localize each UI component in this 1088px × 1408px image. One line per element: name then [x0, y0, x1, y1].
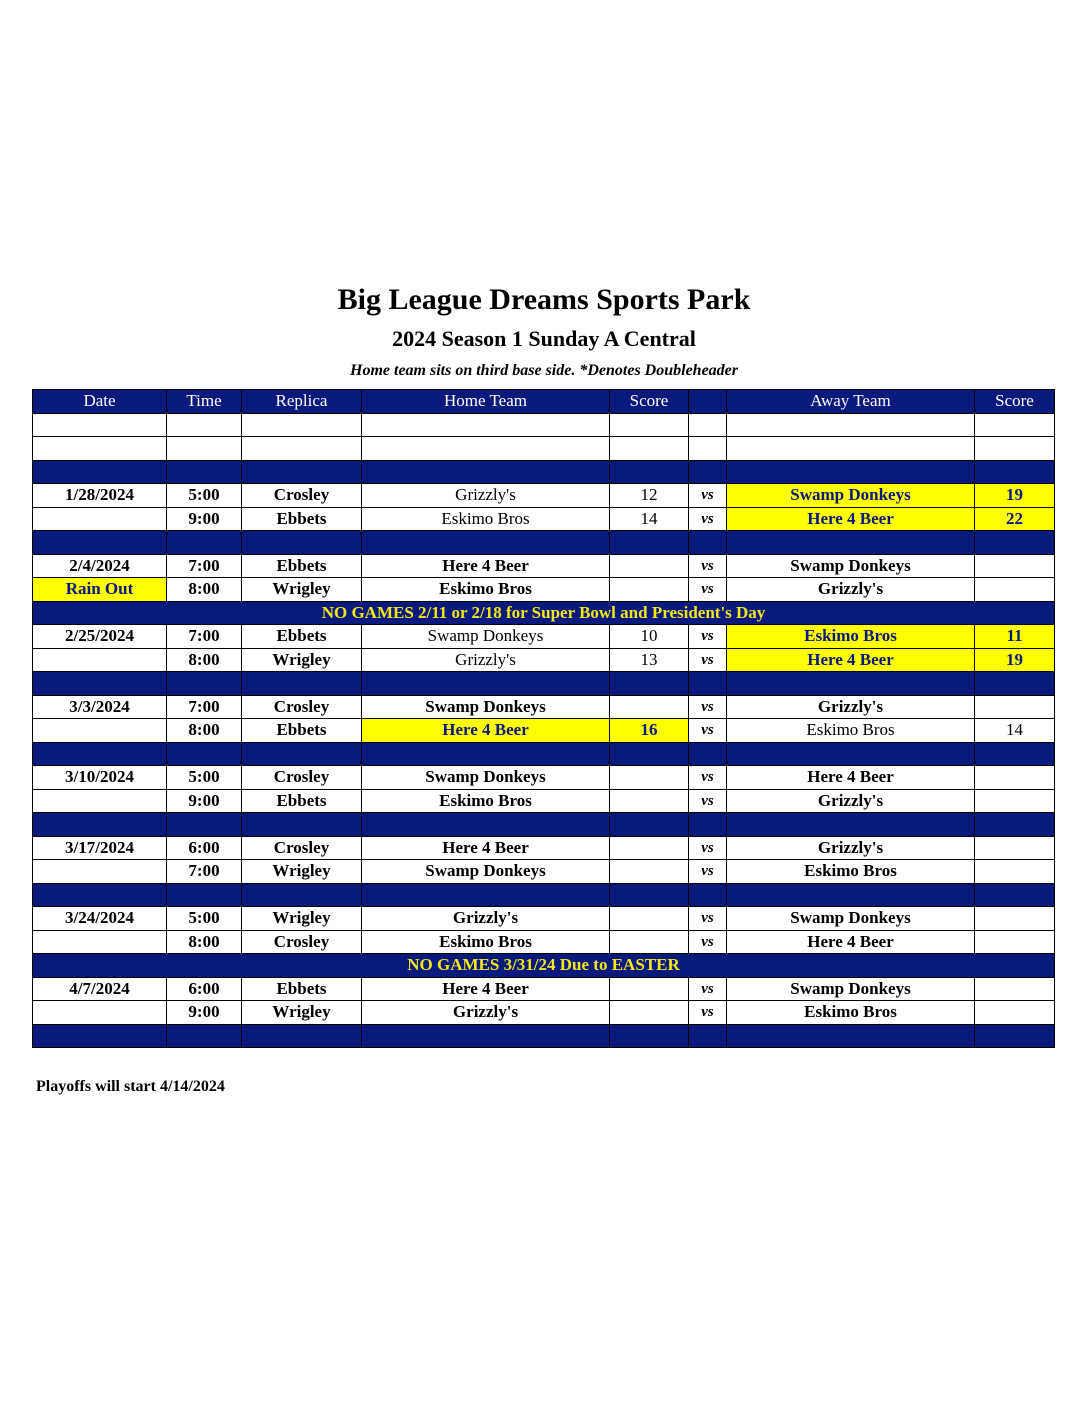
empty-cell — [242, 883, 362, 907]
date-cell — [33, 648, 167, 672]
empty-cell — [33, 413, 167, 437]
home-team-cell: Eskimo Bros — [362, 789, 610, 813]
away-score-cell — [975, 836, 1055, 860]
empty-cell — [610, 672, 689, 696]
empty-cell — [975, 1024, 1055, 1048]
separator-row — [33, 742, 1055, 766]
empty-cell — [167, 742, 242, 766]
blank-row — [33, 413, 1055, 437]
home-score-cell: 10 — [610, 625, 689, 649]
away-team-cell: Swamp Donkeys — [727, 554, 975, 578]
date-cell — [33, 930, 167, 954]
empty-cell — [689, 413, 727, 437]
vs-cell: vs — [689, 507, 727, 531]
vs-cell: vs — [689, 836, 727, 860]
home-team-cell: Swamp Donkeys — [362, 625, 610, 649]
date-cell: 3/17/2024 — [33, 836, 167, 860]
date-cell: 3/3/2024 — [33, 695, 167, 719]
time-cell: 9:00 — [167, 1001, 242, 1025]
empty-cell — [362, 437, 610, 461]
away-score-cell: 19 — [975, 648, 1055, 672]
separator-row — [33, 531, 1055, 555]
empty-cell — [362, 531, 610, 555]
empty-cell — [975, 460, 1055, 484]
vs-cell: vs — [689, 860, 727, 884]
replica-cell: Crosley — [242, 484, 362, 508]
game-row — [33, 695, 1055, 719]
notice-text: NO GAMES 3/31/24 Due to EASTER — [33, 954, 1055, 978]
time-cell: 8:00 — [167, 578, 242, 602]
empty-cell — [975, 413, 1055, 437]
home-team-cell: Grizzly's — [362, 648, 610, 672]
time-cell: 8:00 — [167, 648, 242, 672]
replica-cell: Ebbets — [242, 977, 362, 1001]
col-header-away-score: Score — [975, 390, 1055, 414]
empty-cell — [167, 460, 242, 484]
away-team-cell: Grizzly's — [727, 789, 975, 813]
time-cell: 6:00 — [167, 836, 242, 860]
date-cell — [33, 507, 167, 531]
date-cell — [33, 1001, 167, 1025]
empty-cell — [362, 742, 610, 766]
vs-cell: vs — [689, 907, 727, 931]
replica-cell: Ebbets — [242, 507, 362, 531]
col-header-vs — [689, 390, 727, 414]
empty-cell — [33, 531, 167, 555]
date-cell — [33, 719, 167, 743]
game-row — [33, 625, 1055, 649]
game-row — [33, 836, 1055, 860]
empty-cell — [242, 437, 362, 461]
date-cell — [33, 860, 167, 884]
separator-row — [33, 1024, 1055, 1048]
date-cell: 2/4/2024 — [33, 554, 167, 578]
vs-cell: vs — [689, 719, 727, 743]
away-team-cell: Swamp Donkeys — [727, 907, 975, 931]
game-row — [33, 977, 1055, 1001]
empty-cell — [167, 883, 242, 907]
home-team-cell: Here 4 Beer — [362, 554, 610, 578]
home-score-cell — [610, 977, 689, 1001]
game-row — [33, 907, 1055, 931]
time-cell: 5:00 — [167, 484, 242, 508]
empty-cell — [689, 437, 727, 461]
separator-row — [33, 813, 1055, 837]
empty-cell — [727, 813, 975, 837]
game-row — [33, 1001, 1055, 1025]
empty-cell — [727, 413, 975, 437]
home-team-cell: Swamp Donkeys — [362, 766, 610, 790]
replica-cell: Wrigley — [242, 648, 362, 672]
empty-cell — [33, 460, 167, 484]
empty-cell — [975, 883, 1055, 907]
date-cell: 3/10/2024 — [33, 766, 167, 790]
away-team-cell: Swamp Donkeys — [727, 484, 975, 508]
empty-cell — [689, 1024, 727, 1048]
vs-cell: vs — [689, 554, 727, 578]
away-score-cell — [975, 907, 1055, 931]
game-row — [33, 648, 1055, 672]
empty-cell — [362, 460, 610, 484]
away-team-cell: Eskimo Bros — [727, 719, 975, 743]
home-score-cell — [610, 766, 689, 790]
away-score-cell — [975, 554, 1055, 578]
away-score-cell: 14 — [975, 719, 1055, 743]
home-team-cell: Here 4 Beer — [362, 719, 610, 743]
separator-row — [33, 672, 1055, 696]
empty-cell — [33, 672, 167, 696]
col-header-home-team: Home Team — [362, 390, 610, 414]
time-cell: 8:00 — [167, 719, 242, 743]
vs-cell: vs — [689, 648, 727, 672]
away-team-cell: Grizzly's — [727, 836, 975, 860]
date-cell: 4/7/2024 — [33, 977, 167, 1001]
home-score-cell — [610, 1001, 689, 1025]
empty-cell — [975, 531, 1055, 555]
time-cell: 8:00 — [167, 930, 242, 954]
empty-cell — [610, 1024, 689, 1048]
empty-cell — [689, 672, 727, 696]
empty-cell — [167, 531, 242, 555]
game-row — [33, 930, 1055, 954]
col-header-replica: Replica — [242, 390, 362, 414]
home-score-cell — [610, 578, 689, 602]
empty-cell — [242, 672, 362, 696]
empty-cell — [33, 813, 167, 837]
empty-cell — [167, 437, 242, 461]
replica-cell: Wrigley — [242, 1001, 362, 1025]
game-row — [33, 507, 1055, 531]
home-team-cell: Swamp Donkeys — [362, 860, 610, 884]
time-cell: 7:00 — [167, 695, 242, 719]
away-score-cell: 22 — [975, 507, 1055, 531]
replica-cell: Ebbets — [242, 625, 362, 649]
page-title: Big League Dreams Sports Park — [337, 283, 751, 316]
date-cell: 2/25/2024 — [33, 625, 167, 649]
game-row — [33, 860, 1055, 884]
away-score-cell — [975, 695, 1055, 719]
schedule-table — [32, 389, 1055, 1048]
empty-cell — [727, 437, 975, 461]
date-cell: 3/24/2024 — [33, 907, 167, 931]
time-cell: 9:00 — [167, 789, 242, 813]
replica-cell: Ebbets — [242, 554, 362, 578]
empty-cell — [689, 813, 727, 837]
home-team-cell: Eskimo Bros — [362, 507, 610, 531]
home-team-cell: Here 4 Beer — [362, 977, 610, 1001]
notice-row — [33, 954, 1055, 978]
empty-cell — [242, 742, 362, 766]
replica-cell: Wrigley — [242, 860, 362, 884]
empty-cell — [167, 813, 242, 837]
playoffs-note: Playoffs will start 4/14/2024 — [36, 1078, 225, 1095]
col-header-home-score: Score — [610, 390, 689, 414]
away-score-cell — [975, 578, 1055, 602]
away-score-cell — [975, 766, 1055, 790]
home-team-cell: Eskimo Bros — [362, 930, 610, 954]
season-subtitle: 2024 Season 1 Sunday A Central — [392, 326, 696, 351]
empty-cell — [610, 460, 689, 484]
away-team-cell: Eskimo Bros — [727, 625, 975, 649]
date-cell: Rain Out — [33, 578, 167, 602]
away-team-cell: Here 4 Beer — [727, 648, 975, 672]
empty-cell — [242, 1024, 362, 1048]
home-team-cell: Swamp Donkeys — [362, 695, 610, 719]
vs-cell: vs — [689, 930, 727, 954]
empty-cell — [610, 883, 689, 907]
replica-cell: Wrigley — [242, 907, 362, 931]
empty-cell — [727, 460, 975, 484]
empty-cell — [975, 672, 1055, 696]
empty-cell — [727, 1024, 975, 1048]
vs-cell: vs — [689, 484, 727, 508]
vs-cell: vs — [689, 625, 727, 649]
empty-cell — [33, 742, 167, 766]
time-cell: 6:00 — [167, 977, 242, 1001]
separator-row — [33, 460, 1055, 484]
home-score-cell — [610, 836, 689, 860]
home-team-cell: Grizzly's — [362, 484, 610, 508]
game-row — [33, 719, 1055, 743]
col-header-away-team: Away Team — [727, 390, 975, 414]
away-team-cell: Eskimo Bros — [727, 860, 975, 884]
empty-cell — [975, 437, 1055, 461]
empty-cell — [689, 531, 727, 555]
time-cell: 5:00 — [167, 907, 242, 931]
empty-cell — [727, 742, 975, 766]
home-score-cell: 13 — [610, 648, 689, 672]
home-score-cell — [610, 695, 689, 719]
empty-cell — [975, 742, 1055, 766]
empty-cell — [242, 413, 362, 437]
home-score-cell — [610, 554, 689, 578]
empty-cell — [362, 813, 610, 837]
empty-cell — [33, 883, 167, 907]
empty-cell — [610, 531, 689, 555]
home-score-cell: 14 — [610, 507, 689, 531]
empty-cell — [242, 531, 362, 555]
doubleheader-note: Home team sits on third base side. *Denotes Doubleheader — [350, 362, 738, 379]
vs-cell: vs — [689, 1001, 727, 1025]
replica-cell: Crosley — [242, 930, 362, 954]
home-score-cell: 16 — [610, 719, 689, 743]
schedule-body — [33, 413, 1055, 1048]
game-row — [33, 766, 1055, 790]
time-cell: 9:00 — [167, 507, 242, 531]
time-cell: 7:00 — [167, 860, 242, 884]
date-cell — [33, 789, 167, 813]
empty-cell — [610, 813, 689, 837]
date-cell: 1/28/2024 — [33, 484, 167, 508]
empty-cell — [362, 883, 610, 907]
empty-cell — [167, 672, 242, 696]
empty-cell — [727, 531, 975, 555]
empty-cell — [33, 437, 167, 461]
empty-cell — [362, 672, 610, 696]
game-row — [33, 484, 1055, 508]
home-score-cell — [610, 930, 689, 954]
away-team-cell: Here 4 Beer — [727, 766, 975, 790]
away-score-cell — [975, 930, 1055, 954]
empty-cell — [689, 742, 727, 766]
vs-cell: vs — [689, 789, 727, 813]
away-score-cell — [975, 1001, 1055, 1025]
empty-cell — [610, 742, 689, 766]
empty-cell — [242, 813, 362, 837]
away-score-cell: 11 — [975, 625, 1055, 649]
empty-cell — [689, 883, 727, 907]
empty-cell — [727, 672, 975, 696]
away-team-cell: Grizzly's — [727, 695, 975, 719]
time-cell: 7:00 — [167, 554, 242, 578]
home-team-cell: Eskimo Bros — [362, 578, 610, 602]
vs-cell: vs — [689, 578, 727, 602]
home-score-cell — [610, 907, 689, 931]
home-team-cell: Here 4 Beer — [362, 836, 610, 860]
away-score-cell — [975, 977, 1055, 1001]
empty-cell — [33, 1024, 167, 1048]
empty-cell — [362, 413, 610, 437]
vs-cell: vs — [689, 766, 727, 790]
empty-cell — [167, 1024, 242, 1048]
away-team-cell: Here 4 Beer — [727, 507, 975, 531]
empty-cell — [727, 883, 975, 907]
replica-cell: Ebbets — [242, 719, 362, 743]
away-score-cell — [975, 860, 1055, 884]
col-header-time: Time — [167, 390, 242, 414]
empty-cell — [167, 413, 242, 437]
home-score-cell: 12 — [610, 484, 689, 508]
time-cell: 5:00 — [167, 766, 242, 790]
vs-cell: vs — [689, 695, 727, 719]
away-team-cell: Swamp Donkeys — [727, 977, 975, 1001]
home-score-cell — [610, 789, 689, 813]
header-row — [33, 390, 1055, 414]
home-score-cell — [610, 860, 689, 884]
replica-cell: Crosley — [242, 766, 362, 790]
replica-cell: Ebbets — [242, 789, 362, 813]
col-header-date: Date — [33, 390, 167, 414]
home-team-cell: Grizzly's — [362, 1001, 610, 1025]
empty-cell — [610, 413, 689, 437]
game-row — [33, 578, 1055, 602]
game-row — [33, 789, 1055, 813]
home-team-cell: Grizzly's — [362, 907, 610, 931]
away-score-cell — [975, 789, 1055, 813]
game-row — [33, 554, 1055, 578]
notice-row — [33, 601, 1055, 625]
empty-cell — [242, 460, 362, 484]
away-team-cell: Eskimo Bros — [727, 1001, 975, 1025]
empty-cell — [610, 437, 689, 461]
away-team-cell: Grizzly's — [727, 578, 975, 602]
away-team-cell: Here 4 Beer — [727, 930, 975, 954]
vs-cell: vs — [689, 977, 727, 1001]
replica-cell: Wrigley — [242, 578, 362, 602]
replica-cell: Crosley — [242, 695, 362, 719]
replica-cell: Crosley — [242, 836, 362, 860]
empty-cell — [689, 460, 727, 484]
away-score-cell: 19 — [975, 484, 1055, 508]
separator-row — [33, 883, 1055, 907]
time-cell: 7:00 — [167, 625, 242, 649]
empty-cell — [362, 1024, 610, 1048]
empty-cell — [975, 813, 1055, 837]
blank-row — [33, 437, 1055, 461]
notice-text: NO GAMES 2/11 or 2/18 for Super Bowl and President's Day — [33, 601, 1055, 625]
